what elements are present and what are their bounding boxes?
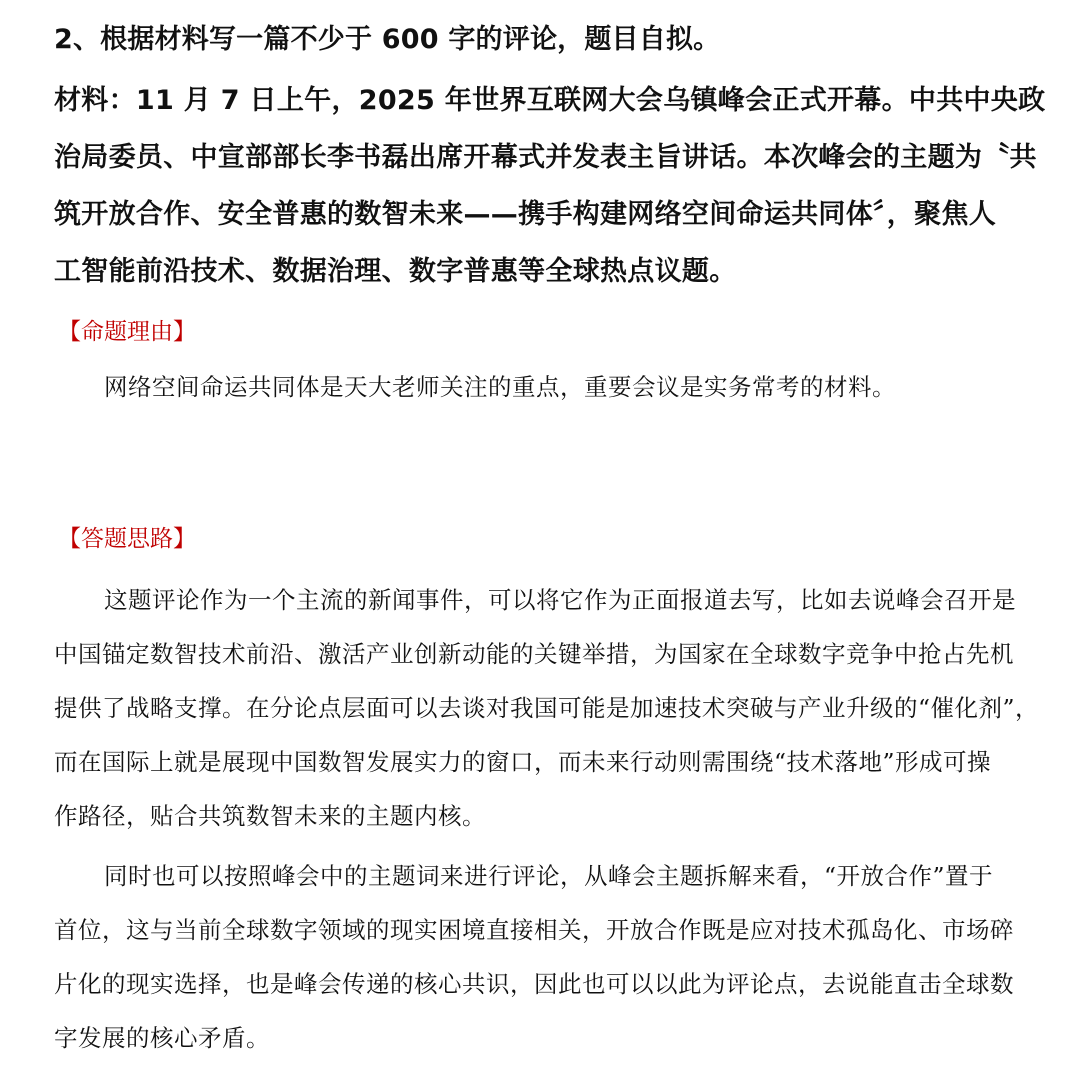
reason-paragraph	[54, 360, 1046, 414]
paragraph-line: 这题评论作为一个主流的新闻事件，可以将它作为正面报道去写，比如去说峰会召开是	[104, 586, 1016, 614]
question-prompt: 2、根据材料写一篇不少于 600 字的评论，题目自拟。	[54, 24, 721, 55]
paragraph-line: 中国锚定数智技术前沿、激活产业创新动能的关键举措，为国家在全球数字竞争中抢占先机	[54, 640, 1014, 668]
paragraph-line: 而在国际上就是展现中国数智发展实力的窗口，而未来行动则需围绕“技术落地”形成可操	[54, 748, 992, 776]
paragraph-line: 首位，这与当前全球数字领域的现实困境直接相关，开放合作既是应对技术孤岛化、市场碎	[54, 916, 1014, 944]
paragraph-line: 作路径，贴合共筑数智未来的主题内核。	[54, 802, 486, 830]
material-passage	[54, 72, 1046, 300]
paragraph-line: 提供了战略支撑。在分论点层面可以去谈对我国可能是加速技术突破与产业升级的“催化剂”，	[54, 694, 1040, 722]
idea-paragraph-2	[54, 849, 1046, 1065]
material-line: 材料：11 月 7 日上午，2025 年世界互联网大会乌镇峰会正式开幕。中共中央政	[54, 85, 1046, 116]
section-heading-reason: 【命题理由】	[58, 319, 196, 345]
material-line: 筑开放合作、安全普惠的数智未来——携手构建网络空间命运共同体〞，聚焦人	[54, 199, 996, 230]
material-line: 工智能前沿技术、数据治理、数字普惠等全球热点议题。	[54, 256, 737, 287]
paragraph-line: 同时也可以按照峰会中的主题词来进行评论，从峰会主题拆解来看，“开放合作”置于	[104, 862, 994, 890]
section-heading-idea: 【答题思路】	[58, 526, 196, 552]
material-line: 治局委员、中宣部部长李书磊出席开幕式并发表主旨讲话。本次峰会的主题为〝共	[54, 142, 1037, 173]
paragraph-line: 字发展的核心矛盾。	[54, 1024, 270, 1052]
idea-paragraph-1	[54, 573, 1046, 843]
paragraph-line: 片化的现实选择，也是峰会传递的核心共识，因此也可以以此为评论点，去说能直击全球数	[54, 970, 1014, 998]
paragraph-line: 网络空间命运共同体是天大老师关注的重点，重要会议是实务常考的材料。	[104, 373, 896, 401]
